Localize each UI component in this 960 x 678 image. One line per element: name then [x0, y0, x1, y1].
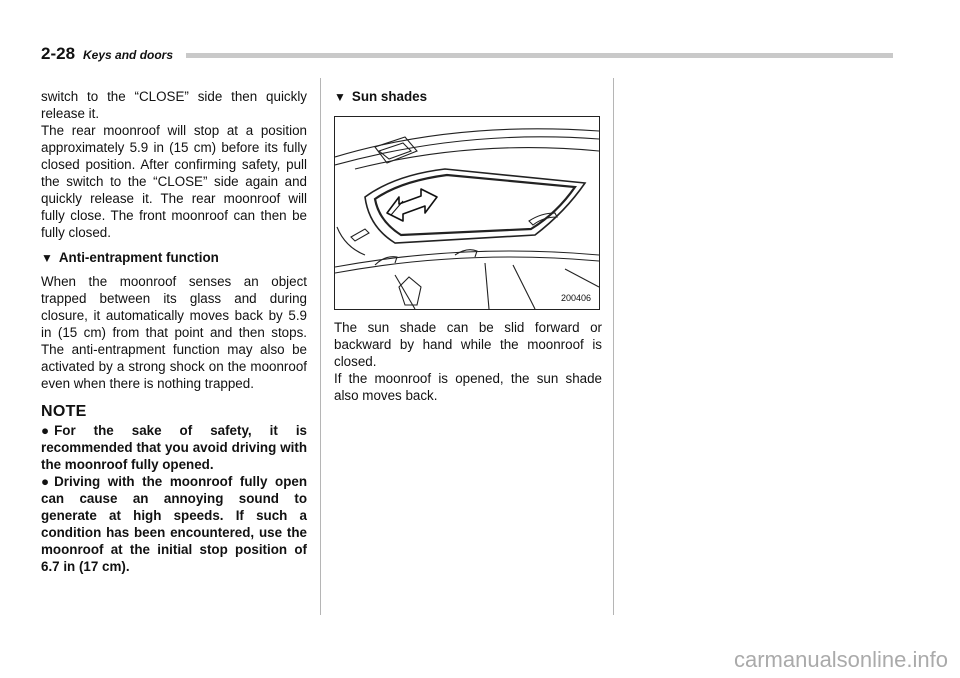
- paragraph: If the moonroof is opened, the sun shade also moves back.: [334, 371, 602, 403]
- page-number: 2-28: [41, 44, 76, 63]
- note-item: [41, 422, 307, 473]
- paragraph: switch to the “CLOSE” side then quickly release it.: [41, 89, 307, 121]
- paragraph: The sun shade can be slid forward or backward by hand while the moonroof is closed.: [334, 320, 602, 369]
- double-arrow-icon: [387, 189, 437, 221]
- sun-shade-illustration: [334, 116, 600, 310]
- note-item-text: Driving with the moonroof fully open can cause an annoying sound to generate at high speeds. If such a condition has been encountered, use the moonroof at the initial stop position of 6.7 in (17 cm).: [41, 474, 307, 574]
- page-header: [41, 44, 893, 64]
- subheading-text: Sun shades: [351, 89, 428, 104]
- down-triangle-icon: ▼: [41, 251, 53, 265]
- paragraph: The rear moonroof will stop at a position approximately 5.9 in (15 cm) before its fully closed position. After confirming safety, pull the switch to the “CLOSE” side again and quickly release it. The rear moonroof will fully close. The front moonroof can then be fully closed.: [41, 123, 307, 240]
- middle-column: [334, 88, 602, 404]
- down-triangle-icon: ▼: [334, 90, 346, 104]
- subheading-text: Anti-entrapment function: [58, 250, 219, 265]
- header-rule: [186, 53, 893, 58]
- watermark: carmanualsonline.info: [733, 647, 948, 672]
- note-title: NOTE: [41, 403, 87, 420]
- bullet-dot-icon: ●: [41, 474, 50, 489]
- note-item: [41, 473, 307, 575]
- note-item-text: For the sake of safety, it is recommended that you avoid driving with the moonroof fully opened.: [41, 423, 307, 472]
- subheading: [41, 249, 307, 267]
- column-divider-right: [613, 78, 614, 615]
- column-divider-left: [320, 78, 321, 615]
- figure-id: 200406: [560, 293, 591, 303]
- moonroof-interior-drawing: [335, 117, 599, 309]
- section-title: Keys and doors: [83, 48, 174, 62]
- left-column: [41, 88, 307, 575]
- paragraph: When the moonroof senses an object trapped between its glass and during closure, it automatically moves back by 5.9 in (15 cm) from that point and then stops. The anti-entrapment function may also be activated by a strong shock on the moonroof even when there is nothing trapped.: [41, 274, 307, 391]
- bullet-dot-icon: ●: [41, 423, 50, 438]
- subheading: [334, 88, 602, 106]
